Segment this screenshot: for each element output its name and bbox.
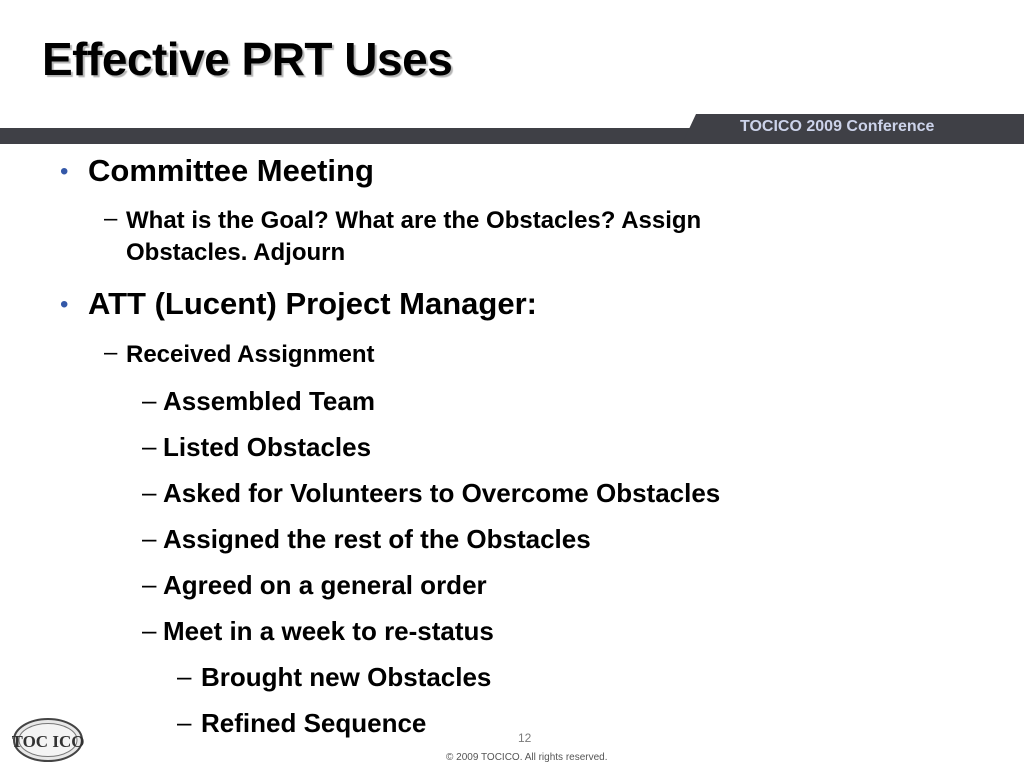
list-item: Agreed on a general order	[163, 570, 487, 600]
list-item: Meet in a week to re-status	[163, 616, 494, 646]
tocico-logo	[12, 717, 84, 763]
page-number: 12	[518, 731, 532, 745]
dash-icon: –	[104, 205, 118, 232]
dash-icon: –	[177, 707, 192, 737]
copyright-text: © 2009 TOCICO. All rights reserved.	[446, 752, 608, 763]
dash-icon: –	[142, 523, 157, 553]
dash-icon: –	[142, 477, 157, 507]
list-item: Assigned the rest of the Obstacles	[163, 524, 591, 554]
logo-text: TOC ICO	[12, 732, 84, 751]
bullet-committee-meeting: Committee Meeting	[88, 153, 374, 188]
bullet-dot: •	[60, 291, 69, 318]
list-item: Assembled Team	[163, 386, 375, 416]
dash-icon: –	[104, 339, 118, 366]
list-item: Asked for Volunteers to Overcome Obstacles	[163, 478, 721, 508]
sub-bullet-goal-line2: Obstacles. Adjourn	[126, 239, 346, 266]
bullet-att-project-manager: ATT (Lucent) Project Manager:	[88, 286, 537, 321]
dash-icon: –	[142, 569, 157, 599]
list-item: Refined Sequence	[201, 708, 427, 738]
dash-icon: –	[177, 661, 192, 691]
list-item: Brought new Obstacles	[201, 662, 492, 692]
dash-icon: –	[142, 431, 157, 461]
bullet-dot: •	[60, 158, 69, 185]
slide-title: Effective PRT Uses	[42, 33, 453, 85]
sub-bullet-received-assignment: Received Assignment	[126, 341, 375, 368]
list-item: Listed Obstacles	[163, 432, 372, 462]
dash-icon: –	[142, 385, 157, 415]
conference-label: TOCICO 2009 Conference	[740, 118, 935, 135]
sub-bullet-goal-line1: What is the Goal? What are the Obstacles? Assign	[126, 207, 702, 234]
dash-icon: –	[142, 615, 157, 645]
